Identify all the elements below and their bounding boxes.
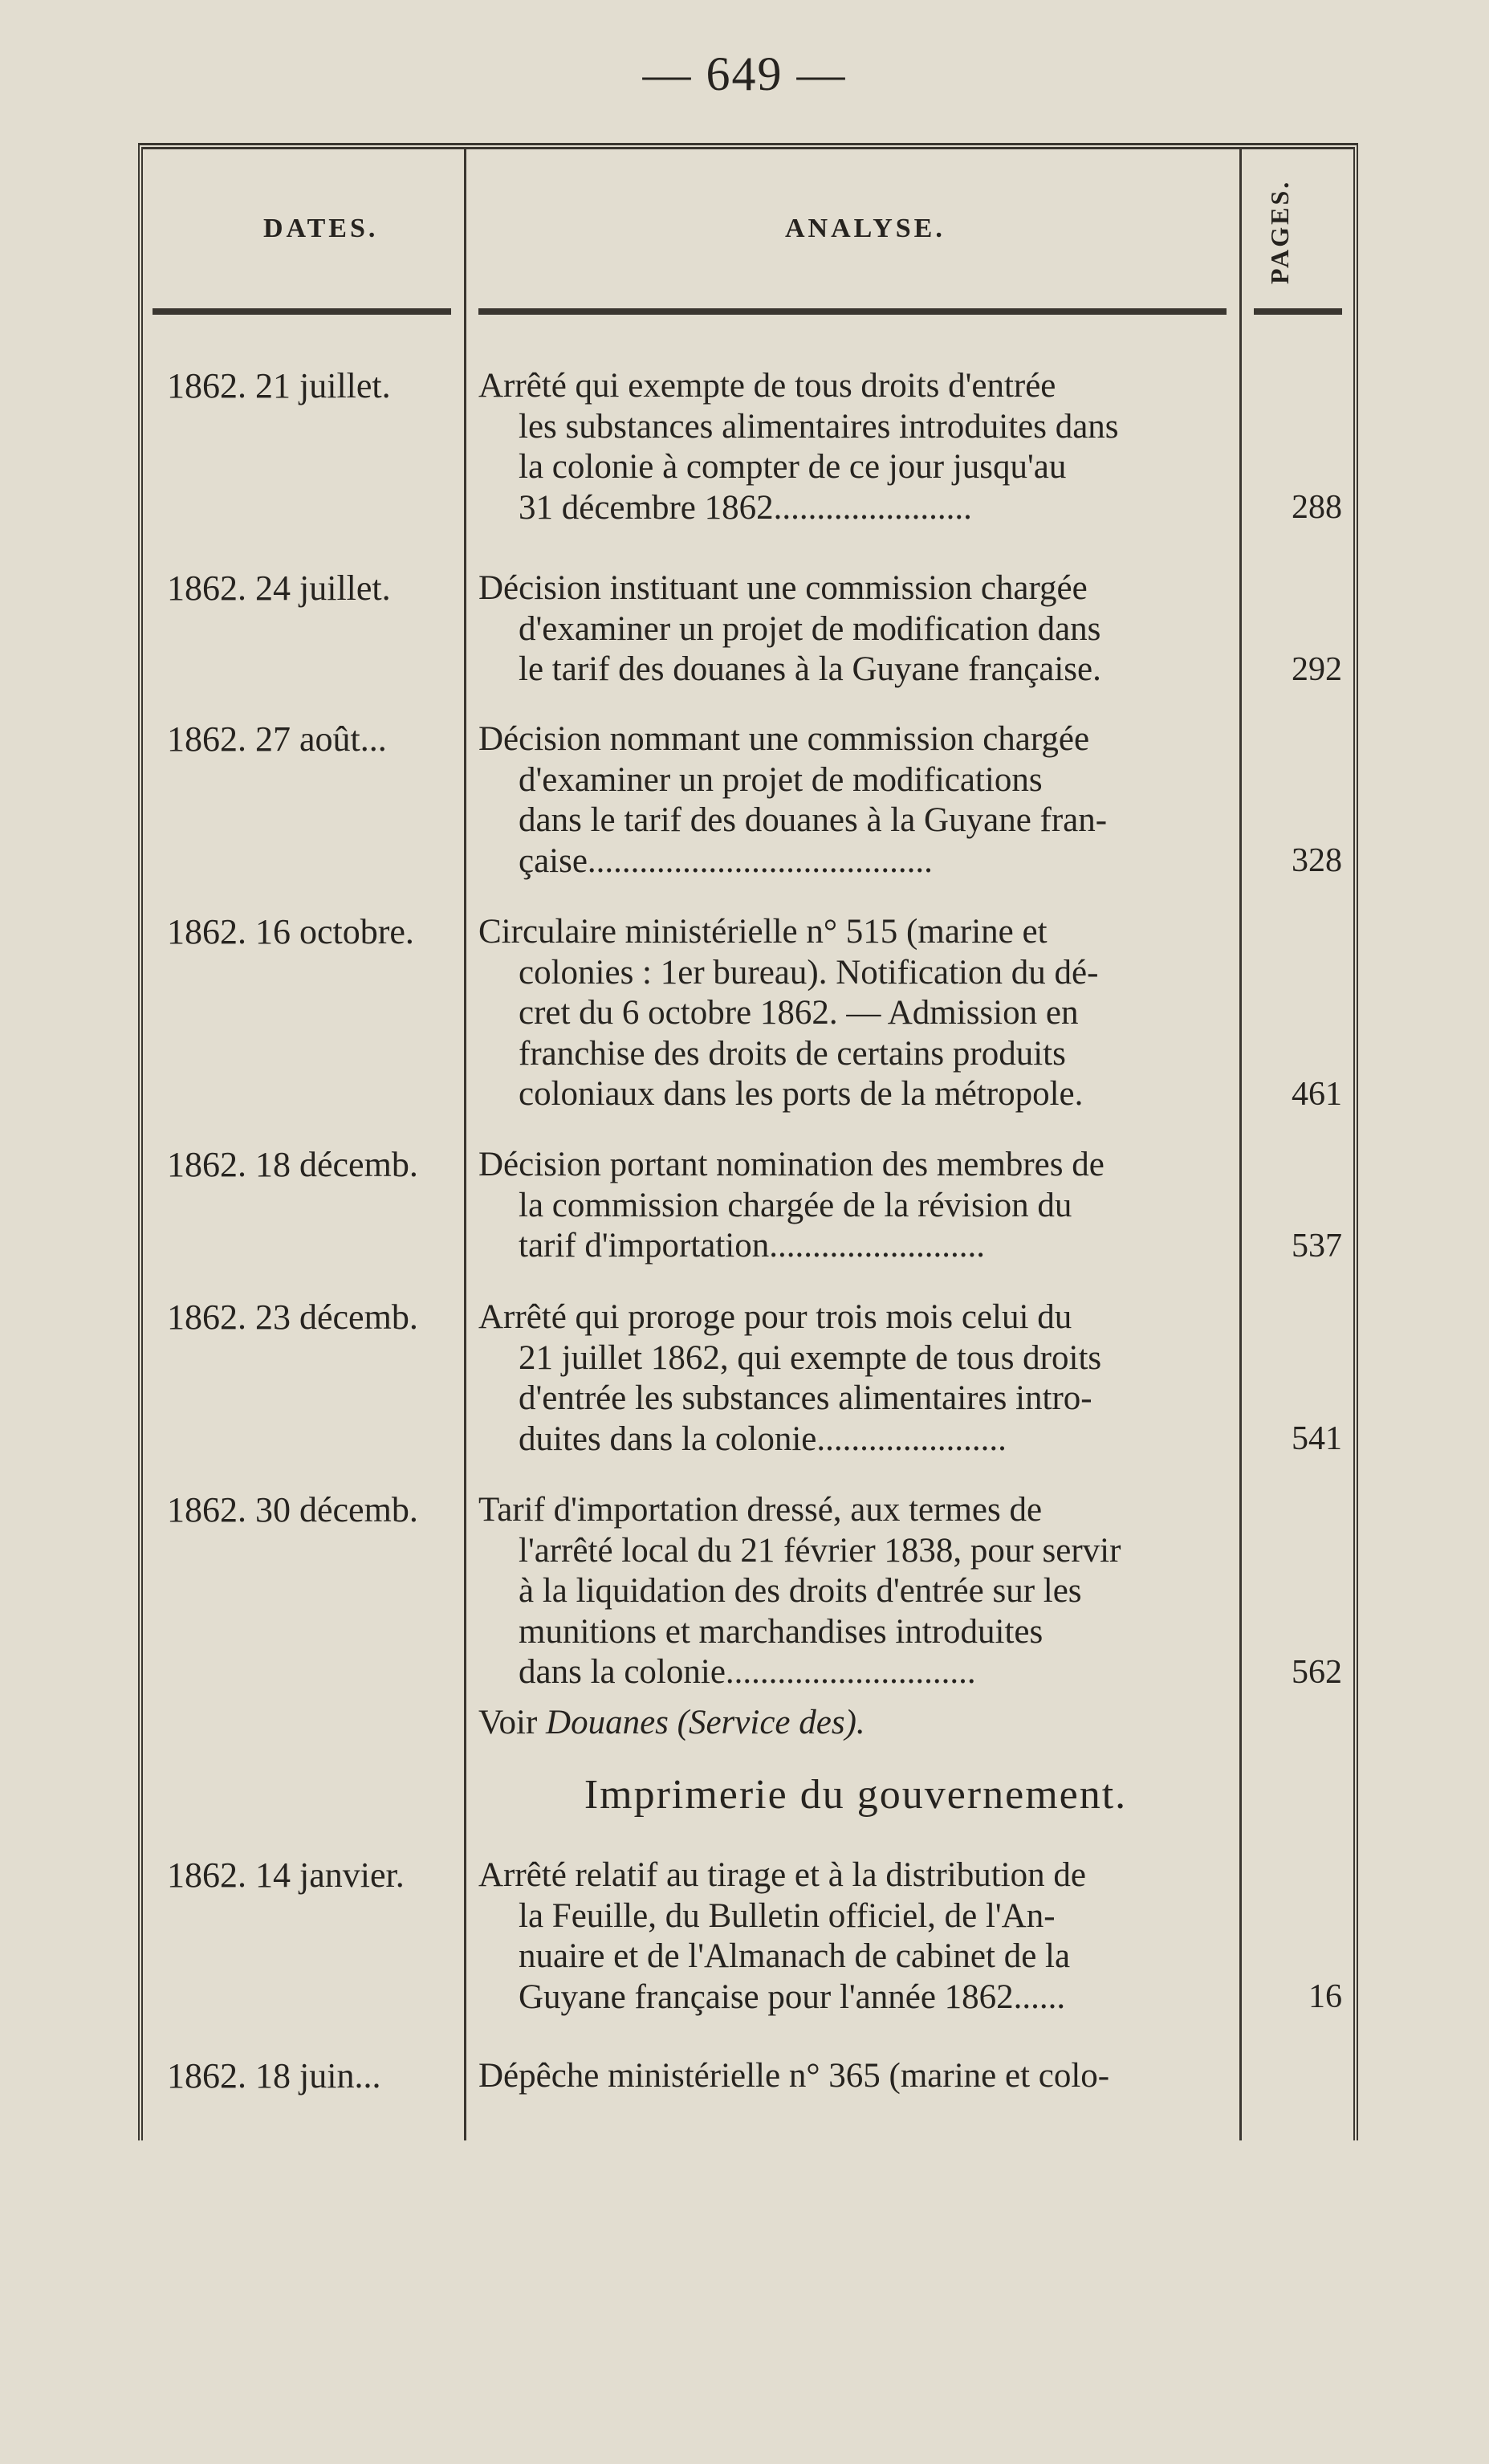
entry-analysis (478, 912, 1233, 1115)
header-rule (153, 308, 451, 315)
entry-page: 562 (1292, 1654, 1342, 1691)
see-also-reference (478, 1703, 1233, 1742)
analysis-line: 21 juillet 1862, qui exempte de tous droits (519, 1338, 1102, 1377)
entry-date: 1862. 21 juillet. (167, 366, 391, 405)
section-heading: Imprimerie du gouvernement. (584, 1772, 1128, 1818)
entry-page: 16 (1308, 1978, 1342, 2015)
entry-analysis (478, 366, 1233, 528)
analysis-line: la Feuille, du Bulletin officiel, de l'An- (519, 1896, 1056, 1935)
entry-date: 1862. 24 juillet. (167, 568, 391, 608)
analysis-line: nuaire et de l'Almanach de cabinet de la (519, 1937, 1071, 1975)
analysis-line: Décision portant nomination des membres de (478, 1146, 1105, 1183)
header-analyse: ANALYSE. (785, 214, 946, 243)
entry-date: 1862. 23 décemb. (167, 1297, 418, 1337)
entry-date: 1862. 30 décemb. (167, 1490, 418, 1529)
analysis-line: Arrêté qui proroge pour trois mois celui du (478, 1298, 1072, 1336)
analysis-line: la commission chargée de la révision du (519, 1186, 1072, 1224)
entry-date: 1862. 27 août... (167, 719, 387, 759)
entry-analysis (478, 719, 1233, 882)
entry-date: 1862. 14 janvier. (167, 1855, 405, 1895)
see-also-prefix: Voir (478, 1704, 547, 1741)
analysis-line: 31 décembre 1862....................... (519, 488, 972, 527)
page-number: — 649 — (642, 47, 847, 100)
header-rule (1254, 308, 1342, 315)
entry-analysis (478, 1490, 1233, 1693)
entry-analysis (478, 1297, 1233, 1460)
entry-analysis (478, 1855, 1233, 2018)
analysis-line: tarif d'importation......................... (519, 1227, 986, 1265)
analysis-line: munitions et marchandises introduites (519, 1612, 1044, 1651)
entry-analysis (478, 1145, 1233, 1267)
analysis-line: Décision nommant une commission chargée (478, 720, 1090, 758)
analysis-line: cret du 6 octobre 1862. — Admission en (519, 994, 1079, 1032)
analysis-line: les substances alimentaires introduites dans (519, 407, 1119, 446)
see-also-target: Douanes (Service des). (546, 1704, 865, 1741)
analysis-line: Arrêté relatif au tirage et à la distribution de (478, 1856, 1086, 1894)
analysis-line: dans la colonie............................. (519, 1653, 976, 1691)
entry-date: 1862. 18 décemb. (167, 1145, 418, 1184)
analysis-line: l'arrêté local du 21 février 1838, pour servir (519, 1531, 1121, 1570)
entry-date: 1862. 18 juin... (167, 2056, 381, 2095)
index-table (138, 143, 1358, 2140)
analysis-line: Guyane française pour l'année 1862...... (519, 1977, 1066, 2016)
analysis-line: colonies : 1er bureau). Notification du dé- (519, 953, 1099, 992)
entry-analysis (478, 568, 1233, 690)
analysis-line: Arrêté qui exempte de tous droits d'entrée (478, 367, 1056, 405)
analysis-line: duites dans la colonie...................... (519, 1419, 1007, 1458)
analysis-line: à la liquidation des droits d'entrée sur les (519, 1572, 1082, 1610)
entry-page: 292 (1292, 651, 1342, 688)
analysis-line: le tarif des douanes à la Guyane française. (519, 650, 1101, 688)
entry-page: 288 (1292, 489, 1342, 526)
analysis-line: la colonie à compter de ce jour jusqu'au (519, 448, 1067, 486)
column-divider-dates (464, 149, 466, 2140)
analysis-line: dans le tarif des douanes à la Guyane fran- (519, 801, 1108, 839)
analysis-line: Dépêche ministérielle n° 365 (marine et colo- (478, 2057, 1110, 2095)
analysis-line: coloniaux dans les ports de la métropole. (519, 1075, 1084, 1113)
analysis-line: Circulaire ministérielle n° 515 (marine et (478, 913, 1048, 951)
analysis-line: Tarif d'importation dressé, aux termes de (478, 1491, 1043, 1529)
analysis-line: çaise........................................ (519, 841, 933, 880)
analysis-line: d'examiner un projet de modifications (519, 760, 1043, 799)
header-rule (478, 308, 1227, 315)
column-divider-pages (1239, 149, 1242, 2140)
analysis-line: Décision instituant une commission chargée (478, 569, 1088, 607)
entry-page: 328 (1292, 842, 1342, 879)
entry-page: 537 (1292, 1228, 1342, 1265)
entry-page: 461 (1292, 1076, 1342, 1113)
analysis-line: franchise des droits de certains produits (519, 1034, 1066, 1073)
entry-page: 541 (1292, 1420, 1342, 1457)
analysis-line: d'entrée les substances alimentaires intro- (519, 1379, 1092, 1417)
header-pages: PAGES. (1265, 179, 1294, 284)
entry-analysis (478, 2056, 1233, 2097)
header-dates: DATES. (263, 214, 379, 243)
entry-date: 1862. 16 octobre. (167, 912, 414, 951)
analysis-line: d'examiner un projet de modification dans (519, 609, 1101, 648)
